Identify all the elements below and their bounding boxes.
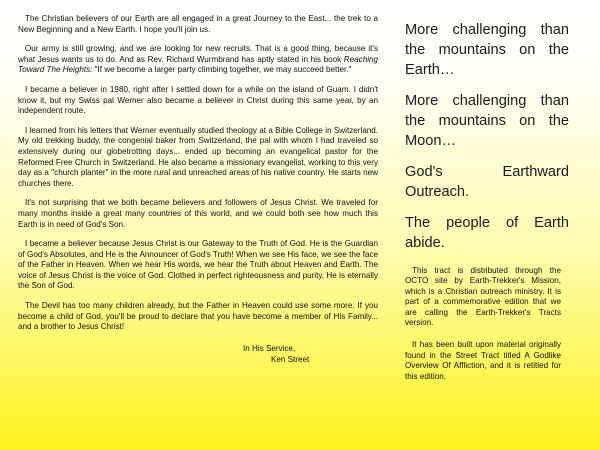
source-note: It has been built upon material originally found in the Street Tract titled A Godlike Overview Of Affliction, and it is retitled for this edition. bbox=[405, 340, 561, 381]
signoff bbox=[18, 343, 378, 365]
letter-paragraph-5: It's not surprising that we both became believers and followers of Jesus Christ. We traveled for many months inside a great many countries of this world, and we could both see how much this Earth is in need of God's Son. bbox=[18, 198, 378, 229]
sidebar-verse-4: The people of Earth abide. bbox=[405, 215, 569, 251]
letter-paragraph-3: I became a believer in 1980, right after I settled down for a while on the island of Guam. I didn't know it, but my Swiss pal Werner also became a believer in Christ during this same year, by an independent route. bbox=[18, 84, 378, 116]
letter-paragraph-2-quote: "If we become a larger party climbing together, we may succeed better." bbox=[92, 65, 352, 75]
distribution-note: This tract is distributed through the OCTO site by Earth-Trekker's Mission, which is a Christian outreach ministry. It is part of a commemorative edition that we are calling the Earth-Trekker's Tracts version. bbox=[405, 266, 561, 328]
letter-paragraph-1: The Christian believers of our Earth are all engaged in a great Journey to the East... the trek to a New Beginning and a New Earth. I hope you'll join us. bbox=[18, 14, 378, 34]
letter-paragraph-2-start: Our army is still growing, and we are looking for new recruits. That is a good thing, because it's what Jesus wants us to do. And as Rev. Richard Wurmbrand has aptly stated in his book bbox=[18, 44, 378, 64]
letter-paragraph-2 bbox=[18, 44, 378, 76]
letter-paragraph-6: I became a believer because Jesus Christ is our Gateway to the Truth of God. He is the Guardian of God's Absolutes, and He is the Announcer of God's Truth! When we see His face, we see the face of the Father in Heaven. When we hear His words, we hear the Truth about Heaven and Earth. The voice of Jesus Christ is the voice of God. Clothed in perfect righteousness and purity, He is eternally the Son of God. bbox=[18, 239, 378, 291]
column-divider bbox=[393, 0, 394, 450]
book-title: Reaching Toward The Heights: bbox=[18, 54, 378, 75]
letter-column bbox=[18, 14, 378, 365]
letter-paragraph-7: The Devil has too many children already, but the Father in Heaven could use some more. If you become a child of God, you'll be proud to declare that you have become a member of His Family... and a brother to Jesus Christ! bbox=[18, 301, 378, 332]
sidebar-verse-1: More challenging than the mountains on the Earth… bbox=[405, 22, 569, 78]
signoff-author: Ken Street bbox=[271, 354, 310, 364]
signoff-closing: In His Service, bbox=[243, 343, 296, 353]
letter-paragraph-4: I learned from his letters that Werner eventually studied theology at a Bible College in Switzerland. My old trekking buddy, the congenial baker from Switzerland, the pal with whom I had traveled so extensively during our globetrotting days... ended up becoming an evangelical pastor for the Reformed Free Church in Switzerland. He also became a missionary evangelist, working to this very day as a "church planter" in the more rural and unreached areas of his native country. He starts new churches there. bbox=[18, 125, 378, 188]
sidebar-verse-2: More challenging than the mountains on the Moon… bbox=[405, 93, 569, 149]
sidebar-verse-3: God's Earthward Outreach. bbox=[405, 164, 569, 200]
sidebar-column bbox=[405, 20, 569, 391]
